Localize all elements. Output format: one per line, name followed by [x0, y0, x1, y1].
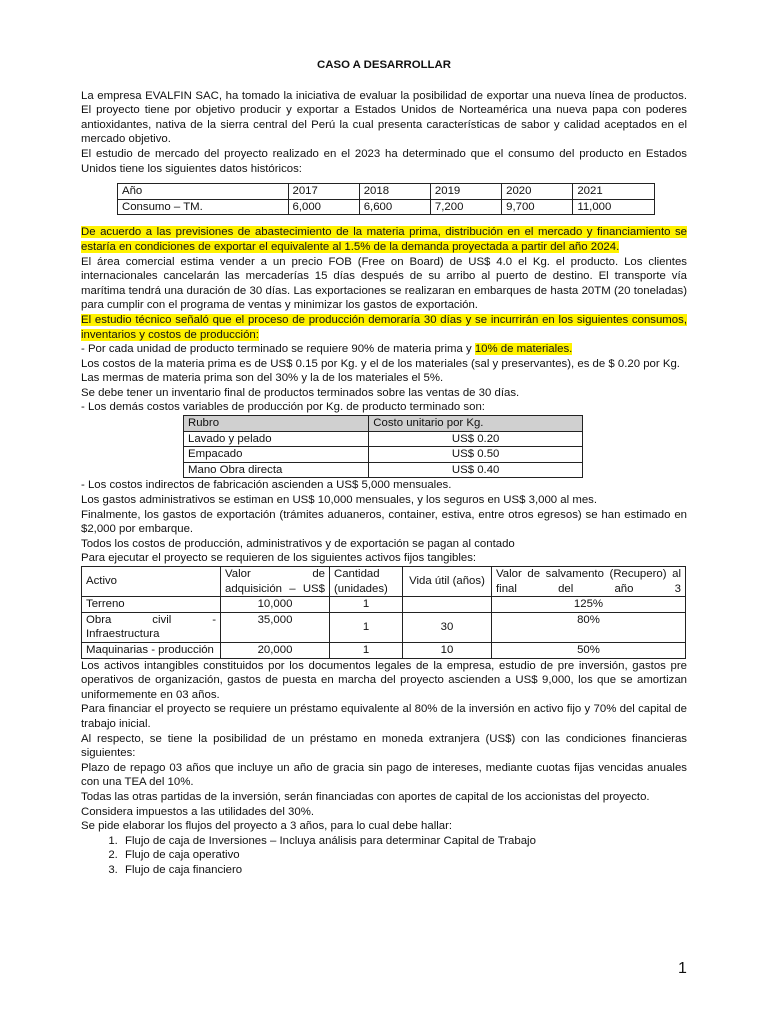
table-cell: US$ 0.50 — [369, 447, 583, 463]
table-header-cell: Activo — [82, 567, 221, 597]
table-header-cell: Cantidad (unidades) — [330, 567, 403, 597]
fixed-assets-intro-line: Para ejecutar el proyecto se requieren de los siguientes activos fijos tangibles: — [81, 552, 477, 565]
intangibles-paragraph: Los activos intangibles constituidos por los documentos legales de la empresa, estudio de pre inversión, gastos pre operativos de organización, gastos de puesta en marcha del proyecto ascienden a US$ 9,000, los que se amortizan uniformemente en 03 años. — [81, 659, 687, 701]
table-row — [184, 447, 583, 463]
table-header-cell: Costo unitario por Kg. — [369, 416, 583, 432]
costos-line: Los costos de la materia prima es de US$ 0.15 por Kg. y el de los materiales (sal y preservantes), es de $ 0.20 por Kg. — [81, 357, 680, 370]
commercial-paragraph: El área comercial estima vender a un precio FOB (Free on Board) de US$ 4.0 el Kg. el producto. Los clientes internacionales cancelarán las mercaderías 15 días después de su arribo al puerto de destino. El transporte vía marítima tendrá una duración de 30 días. Las exportaciones se realizaran en embarques de hasta 20TM (20 toneladas) para cumplir con el programa de ventas y minimizar los gastos de exportación. — [81, 255, 687, 312]
table-cell: 7,200 — [430, 199, 501, 215]
table-cell: 20,000 — [221, 642, 330, 658]
export-expenses-line: Finalmente, los gastos de exportación (trámites aduaneros, container, estiva, entre otros egresos) se han estimado en $2,000 por embarque. — [81, 508, 687, 536]
admin-expenses-line: Los gastos administrativos se estiman en US$ 10,000 mensuales, y los seguros en US$ 3,000 al mes. — [81, 494, 598, 507]
table-cell: 9,700 — [502, 199, 573, 215]
table-cell — [403, 597, 492, 613]
table-cell: 10 — [403, 642, 492, 658]
table-cell: Empacado — [184, 447, 369, 463]
request-line: Se pide elaborar los flujos del proyecto a 3 años, para lo cual debe hallar: — [81, 820, 453, 833]
table-cell: US$ 0.40 — [369, 462, 583, 478]
market-study-paragraph: El estudio de mercado del proyecto realizado en el 2023 ha determinado que el consumo del producto en Estados Unidos tiene los siguientes datos históricos: — [81, 147, 687, 175]
tax-line: Considera impuestos a las utilidades del 30%. — [81, 805, 315, 818]
materia-prima-line — [81, 342, 687, 357]
table-cell: US$ 0.20 — [369, 431, 583, 447]
intro-paragraph: La empresa EVALFIN SAC, ha tomado la iniciativa de evaluar la posibilidad de exportar una nueva línea de productos. El proyecto tiene por objetivo producir y exportar a Estados Unidos de Norteamérica una nueva papa con poderes antioxidantes, nativa de la sierra central del Perú la cual presenta características de sabor y calidad aceptados en el mercado objetivo. — [81, 89, 687, 146]
document-title: CASO A DESARROLLAR — [317, 59, 451, 71]
materia-prima-text: - Por cada unidad de producto terminado se requiere 90% de materia prima y — [81, 343, 475, 356]
table-row — [118, 199, 655, 215]
technical-paragraph — [81, 313, 687, 342]
table-cell: Terreno — [82, 597, 221, 613]
table-row — [82, 567, 686, 597]
table-cell: Obra civil - Infraestructura — [82, 612, 221, 642]
table-header-cell: 2021 — [573, 184, 655, 200]
table-cell: 6,600 — [359, 199, 430, 215]
table-row — [82, 597, 686, 613]
variable-costs-line: - Los demás costos variables de producción por Kg. de producto terminado son: — [81, 401, 485, 414]
activos-table — [81, 566, 686, 659]
cif-line: - Los costos indirectos de fabricación ascienden a US$ 5,000 mensuales. — [81, 479, 452, 492]
forecast-highlight: De acuerdo a las previsiones de abastecimiento de la materia prima, distribución en el mercado y financiamiento se estaría en condiciones de exportar el equivalente al 1.5% de la demanda proyectada a partir del año 2024. — [81, 226, 687, 253]
table-cell: 80% — [492, 612, 686, 642]
table-row — [184, 462, 583, 478]
equity-line: Todas las otras partidas de la inversión, serán financiadas con aportes de capital de los accionistas del proyecto. — [81, 790, 650, 803]
table-header-cell: Año — [118, 184, 289, 200]
table-cell: 30 — [403, 612, 492, 642]
table-cell: 1 — [330, 597, 403, 613]
loan-paragraph: Al respecto, se tiene la posibilidad de un préstamo en moneda extranjera (US$) con las condiciones financieras siguientes: — [81, 732, 687, 760]
table-cell: Consumo – TM. — [118, 199, 289, 215]
consumo-table — [117, 183, 655, 215]
table-cell: 1 — [330, 612, 403, 642]
table-row — [82, 612, 686, 642]
forecast-paragraph — [81, 225, 687, 254]
mermas-line: Las mermas de materia prima son del 30% y la de los materiales el 5%. — [81, 372, 444, 385]
table-cell: Mano Obra directa — [184, 462, 369, 478]
rubro-table — [183, 415, 583, 478]
table-cell: 11,000 — [573, 199, 655, 215]
table-header-cell: Valor de adquisición – US$ — [221, 567, 330, 597]
materiales-highlight: 10% de materiales. — [474, 343, 573, 356]
table-cell: 125% — [492, 597, 686, 613]
page-number: 1 — [678, 960, 687, 977]
table-row — [82, 642, 686, 658]
table-row — [184, 431, 583, 447]
repayment-paragraph: Plazo de repago 03 años que incluye un año de gracia sin pago de intereses, mediante cuotas fijas vencidas anuales con una TEA del 10%. — [81, 761, 687, 789]
table-cell: Lavado y pelado — [184, 431, 369, 447]
table-row — [118, 184, 655, 200]
table-header-cell: 2020 — [502, 184, 573, 200]
table-header-cell: 2018 — [359, 184, 430, 200]
table-header-cell: Rubro — [184, 416, 369, 432]
table-header-cell: Valor de salvamento (Recupero) al final del año 3 — [492, 567, 686, 597]
table-cell: Maquinarias - producción — [82, 642, 221, 658]
list-item: 1. Flujo de caja de Inversiones – Incluya análisis para determinar Capital de Trabajo — [121, 834, 687, 849]
task-list — [81, 834, 687, 878]
table-header-cell: 2019 — [430, 184, 501, 200]
table-cell: 50% — [492, 642, 686, 658]
list-item: 3. Flujo de caja financiero — [121, 863, 687, 878]
table-row — [184, 416, 583, 432]
table-cell: 6,000 — [288, 199, 359, 215]
cash-payment-line: Todos los costos de producción, administrativos y de exportación se pagan al contado — [81, 537, 515, 550]
financing-paragraph: Para financiar el proyecto se requiere un préstamo equivalente al 80% de la inversión en activo fijo y 70% del capital de trabajo inicial. — [81, 703, 687, 730]
technical-highlight: El estudio técnico señaló que el proceso de producción demoraría 30 días y se incurrirán en los siguientes consumos, inventarios y costos de producción: — [81, 313, 687, 341]
table-header-cell: Vida útil (años) — [403, 567, 492, 597]
table-cell: 10,000 — [221, 597, 330, 613]
table-cell: 1 — [330, 642, 403, 658]
table-header-cell: 2017 — [288, 184, 359, 200]
table-cell: 35,000 — [221, 612, 330, 642]
document-page — [81, 58, 687, 877]
list-item: 2. Flujo de caja operativo — [121, 848, 687, 863]
inventario-line: Se debe tener un inventario final de productos terminados sobre las ventas de 30 días. — [81, 386, 520, 399]
